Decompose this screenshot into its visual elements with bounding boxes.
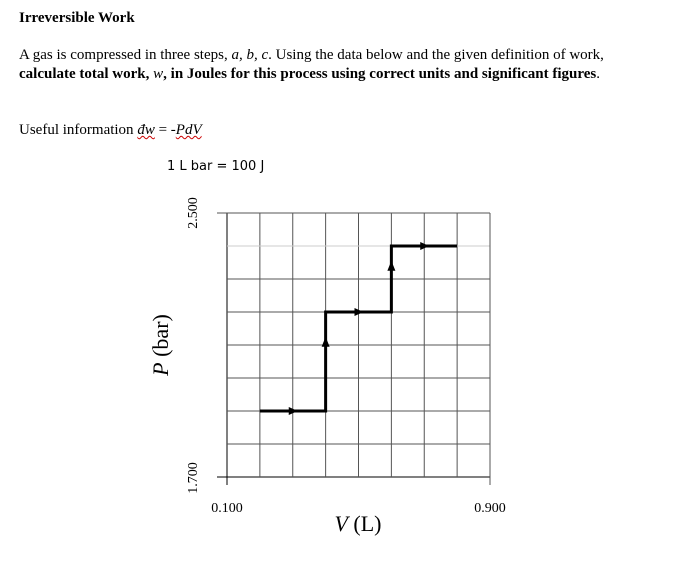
bold-text: calculate total work, xyxy=(19,66,154,82)
page-title: Irreversible Work xyxy=(19,10,135,26)
label: Useful information xyxy=(19,122,138,138)
text: . xyxy=(596,66,600,82)
y-tick-label: 2.500 xyxy=(186,197,201,229)
x-tick-label: 0.900 xyxy=(474,501,506,516)
arrow-up-icon xyxy=(387,261,395,271)
x-tick-label: 0.100 xyxy=(211,501,243,516)
arrow-up-icon xyxy=(322,337,330,347)
y-unit: (bar) xyxy=(148,314,173,363)
y-axis-label xyxy=(148,314,173,377)
text: A gas is compressed in three steps, xyxy=(19,47,232,63)
y-tick-label: 1.700 xyxy=(186,462,201,494)
steps: a, b, c xyxy=(231,47,269,63)
conversion: 1 L bar = 100 J xyxy=(167,159,265,174)
dw: đw xyxy=(137,122,155,138)
pdv: PdV xyxy=(175,122,202,138)
x-unit: (L) xyxy=(347,511,382,536)
y-var: P xyxy=(148,362,173,376)
bold-text: , in Joules for this process using correct units and significant figures xyxy=(163,66,597,82)
w-symbol: w xyxy=(153,66,164,82)
x-var: V xyxy=(334,511,348,536)
x-axis-label xyxy=(334,511,381,536)
eq: = - xyxy=(154,122,176,138)
text: . Using the data below and the given definition of work, xyxy=(268,47,604,63)
